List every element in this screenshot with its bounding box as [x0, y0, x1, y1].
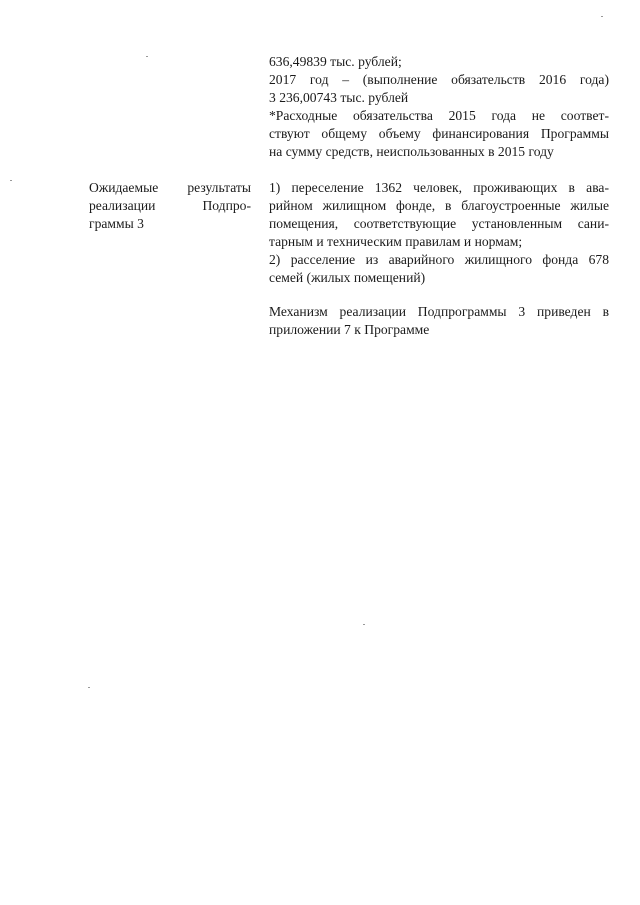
footnote-line-1: *Расходные обязательства 2015 года не соответ- — [269, 108, 609, 123]
result-item-1-line-4: тарным и техническим правилам и нормам; — [269, 234, 523, 249]
budget-2017-amount: 3 236,00743 тыс. рублей — [269, 90, 409, 105]
results-label-line-3: граммы 3 — [89, 216, 144, 231]
result-item-1-line-3: помещения, соответствующие установленным сани- — [269, 216, 609, 231]
scan-speck — [88, 687, 90, 688]
mechanism-line-1: Механизм реализации Подпрограммы 3 приведен в — [269, 304, 609, 319]
result-item-1-line-1: 1) переселение 1362 человек, проживающих в ава- — [269, 180, 609, 195]
scan-speck — [363, 624, 365, 625]
result-item-1-line-2: рийном жилищном фонде, в благоустроенные жилые — [269, 198, 609, 213]
mechanism-line-2: приложении 7 к Программе — [269, 322, 430, 337]
budget-2016-amount: 636,49839 тыс. рублей; — [269, 54, 402, 69]
results-label-line-2: реализации Подпро- — [89, 198, 251, 213]
result-item-2-line-1: 2) расселение из аварийного жилищного фонда 678 — [269, 252, 609, 267]
scan-speck — [10, 180, 12, 181]
results-label-line-1: Ожидаемые результаты — [89, 180, 251, 195]
footnote-line-2: ствуют общему объему финансирования Программы — [269, 126, 609, 141]
scan-speck — [146, 56, 148, 57]
scan-speck — [601, 16, 603, 17]
footnote-line-3: на сумму средств, неиспользованных в 2015 году — [269, 144, 554, 159]
budget-2017-line: 2017 год – (выполнение обязательств 2016 года) — [269, 72, 609, 87]
result-item-2-line-2: семей (жилых помещений) — [269, 270, 426, 285]
